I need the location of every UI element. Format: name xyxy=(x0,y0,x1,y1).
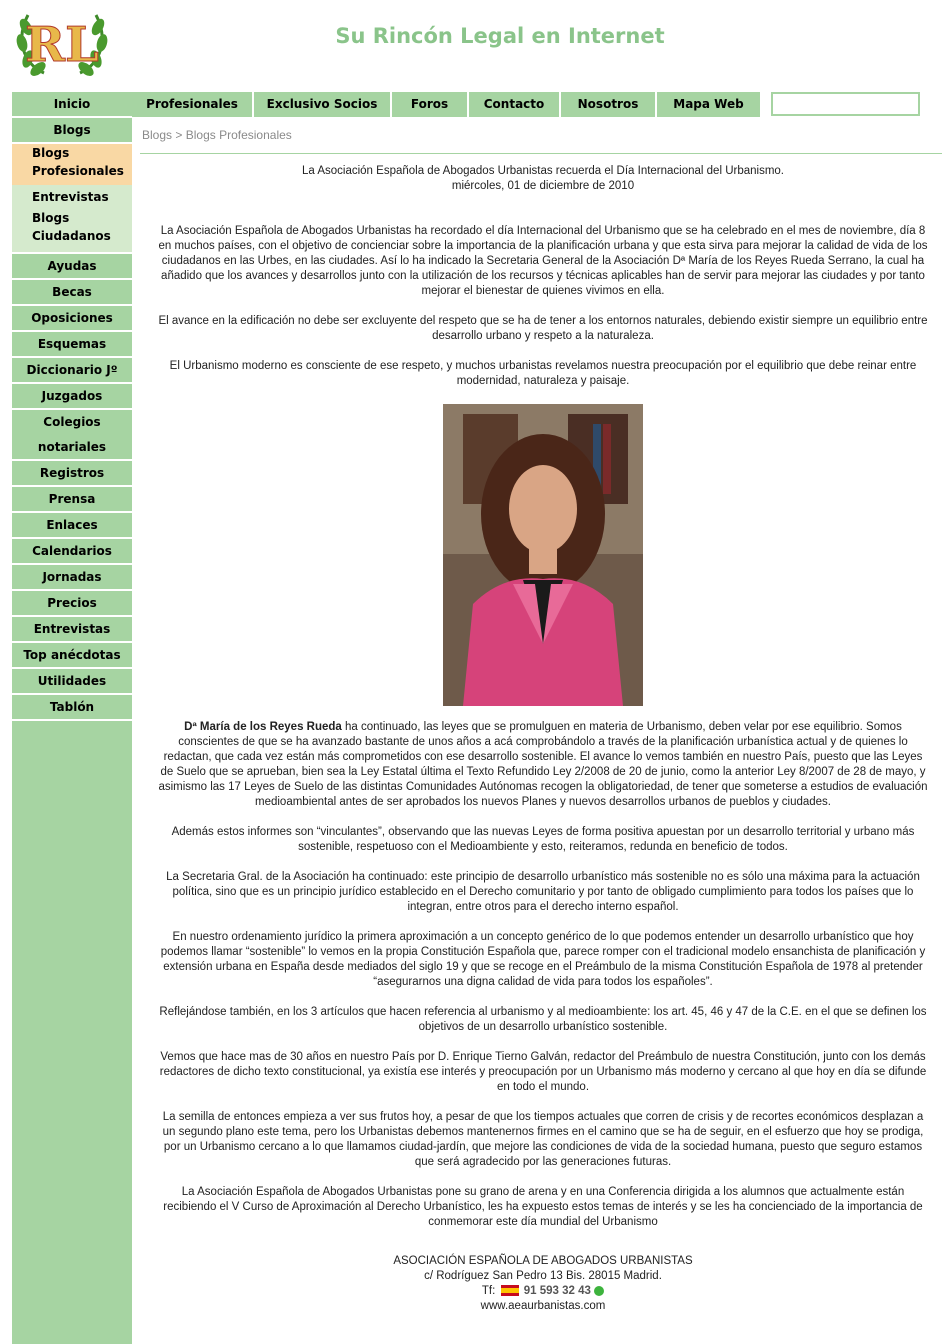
article-headline: La Asociación Española de Abogados Urbanistas recuerda el Día Internacional del Urbanismo. xyxy=(301,165,785,177)
whatsapp-icon xyxy=(594,1286,604,1296)
article-paragraph: En nuestro ordenamiento jurídico la primera aproximación a un concepto genérico de lo que podemos entender un desarrollo urbanístico que hoy podemos llamar “sostenible” lo vemos en la propia Constitución Española que, parece romper con el tradicional modelo ensanchista de planificación y extensión urbana en España desde mediados del siglo 19 y que se recoge en el Preámbulo de la misma Constitución Española de 1978 al pretender “asegurarnos una digna calidad de vida para todos los españoles”. xyxy=(160,931,926,988)
portrait-photo xyxy=(443,404,643,706)
sidebar-item-label: Blogs xyxy=(32,211,70,225)
top-navigation xyxy=(132,92,760,117)
sidebar-item-prensa[interactable]: Prensa xyxy=(12,487,132,513)
sidebar-item-entrevistas-sub[interactable]: Entrevistas xyxy=(12,185,132,209)
article-date: miércoles, 01 de diciembre de 2010 xyxy=(451,180,635,192)
spain-flag-icon xyxy=(501,1285,519,1296)
sidebar-item-blogs-profesionales[interactable] xyxy=(12,144,132,185)
breadcrumb-separator: > xyxy=(172,128,186,142)
sidebar xyxy=(12,92,132,1344)
sidebar-item-blogs-ciudadanos[interactable] xyxy=(12,209,132,254)
breadcrumb-divider xyxy=(140,153,942,154)
sidebar-item-label: Colegios xyxy=(43,414,101,429)
sidebar-item-label: Blogs xyxy=(32,146,70,160)
article-paragraph: La Secretaria Gral. de la Asociación ha continuado: este principio de desarrollo urbanístico más sostenible no es sólo una máxima para la actuación política, sino que es un principio jurídico establecido en el Derecho comunitario y por tanto de obligado cumplimiento para todos los países que lo integran, entre otros para el derecho interno español. xyxy=(166,871,920,913)
search-input[interactable] xyxy=(771,92,920,116)
sidebar-item-blogs[interactable]: Blogs xyxy=(12,118,132,144)
footer-phone-label: Tf: xyxy=(481,1285,496,1297)
footer-address: c/ Rodríguez San Pedro 13 Bis. 28015 Madrid. xyxy=(424,1270,662,1282)
footer-org: ASOCIACIÓN ESPAÑOLA DE ABOGADOS URBANISTAS xyxy=(393,1255,693,1267)
sidebar-item-precios[interactable]: Precios xyxy=(12,591,132,617)
article-paragraph: La Asociación Española de Abogados Urbanistas pone su grano de arena y en una Conferencia dirigida a los alumnos que actualmente están recibiendo el V Curso de Aproximación al Derecho Urbanístico, les ha expuesto estos temas de interés y se les ha concienciado de la importancia de conmemorar este día mundial del Urbanismo xyxy=(163,1186,923,1228)
sidebar-item-inicio[interactable]: Inicio xyxy=(12,92,132,118)
breadcrumb-current: Blogs Profesionales xyxy=(185,128,292,142)
sidebar-item-label: Profesionales xyxy=(32,164,124,178)
sidebar-item-entrevistas[interactable]: Entrevistas xyxy=(12,617,132,643)
sidebar-item-oposiciones[interactable]: Oposiciones xyxy=(12,306,132,332)
nav-foros[interactable]: Foros xyxy=(392,92,469,117)
sidebar-item-esquemas[interactable]: Esquemas xyxy=(12,332,132,358)
footer-website-link[interactable]: www.aeaurbanistas.com xyxy=(480,1300,606,1312)
article-paragraph xyxy=(158,720,928,810)
sidebar-item-colegios-notariales[interactable] xyxy=(12,410,132,461)
breadcrumb xyxy=(142,128,292,142)
sidebar-item-diccionario[interactable]: Diccionario Jº xyxy=(12,358,132,384)
sidebar-item-ayudas[interactable]: Ayudas xyxy=(12,254,132,280)
nav-nosotros[interactable]: Nosotros xyxy=(561,92,657,117)
article-paragraph-text: ha continuado, las leyes que se promulguen en materia de Urbanismo, deben velar por ese equilibrio. Somos conscientes de que se ha avanzado bastante de unos años a acá comprobándolo a través de la planificación urbanística actual y de quienes lo redactan, que cada vez están más comprometidos con ese desarrollo sostenible. El avance lo vemos también en nuestro País, puesto que las Leyes de Suelo que se aprueban, bien sea la Ley Estatal última el Texto Refundido Ley 2/2008 de 20 de junio, como la anterior Ley 8/2007 de 28 de mayo, y asimismo las 17 Leyes de Suelo de las distintas Comunidades Autónomas recogen la obligatoriedad, de tener que someterse a estudios de evaluación medioambiental antes de ser aprobados los nuevos Planes y nuevos desarrollos urbanos de pueblos y ciudades. xyxy=(158,721,928,808)
article-paragraph: Reflejándose también, en los 3 artículos que hacen referencia al urbanismo y al medioambiente: los art. 45, 46 y 47 de la C.E. en el que se definen los objetivos de un desarrollo urbanístico sostenible. xyxy=(159,1006,927,1033)
article-paragraph: Vemos que hace mas de 30 años en nuestro País por D. Enrique Tierno Galván, redactor del Preámbulo de nuestra Constitución, junto con los demás redactores de dicho texto constitucional, ya existía ese interés y preocupación por un Urbanismo más moderno y cercano al que hoy en día se difunde en todo el mundo. xyxy=(159,1051,927,1093)
nav-profesionales[interactable]: Profesionales xyxy=(132,92,254,117)
nav-contacto[interactable]: Contacto xyxy=(469,92,561,117)
sidebar-item-jornadas[interactable]: Jornadas xyxy=(12,565,132,591)
sidebar-item-enlaces[interactable]: Enlaces xyxy=(12,513,132,539)
sidebar-item-becas[interactable]: Becas xyxy=(12,280,132,306)
nav-exclusivo-socios[interactable]: Exclusivo Socios xyxy=(254,92,392,117)
phone-number[interactable]: 91 593 32 43 xyxy=(523,1285,591,1297)
article xyxy=(158,164,928,1314)
site-title: Su Rincón Legal en Internet xyxy=(335,24,665,48)
sidebar-item-utilidades[interactable]: Utilidades xyxy=(12,669,132,695)
article-paragraph: Además estos informes son “vinculantes”, observando que las nuevas Leyes de forma positiva apuestan por un desarrollo territorial y urbano más sostenible, respetuoso con el Medioambiente y esto, reiteramos, redunda en beneficio de todos. xyxy=(171,826,915,853)
sidebar-item-label: Ciudadanos xyxy=(32,229,111,243)
site-logo[interactable] xyxy=(14,3,110,81)
nav-mapa-web[interactable]: Mapa Web xyxy=(657,92,760,117)
sidebar-item-top-anecdotas[interactable]: Top anécdotas xyxy=(12,643,132,669)
footer xyxy=(158,1254,928,1314)
article-paragraph: La Asociación Española de Abogados Urbanistas ha recordado el día Internacional del Urbanismo que se ha celebrado en el mes de noviembre, día 8 en muchos países, con el objetivo de concienciar sobre la importancia de la planificación urbana y que esta sirva para mejorar la calidad de vida de los ciudadanos en las Urbes, en las ciudades. Así lo ha indicado la Secretaria General de la Asociación Dª María de los Reyes Rueda Serrano, la cual ha añadido que los avances y desarrollos junto con la utilización de los recursos y técnicas aplicables han de servir para mejorar las ciudades y por tanto mejorar el bienestar de quienes vivimos en ella. xyxy=(158,225,928,297)
article-paragraph: La semilla de entonces empieza a ver sus frutos hoy, a pesar de que los tiempos actuales que corren de crisis y de recortes económicos desplazan a un segundo plano este tema, pero los Urbanistas debemos mantenernos firmes en el camino que se ha de seguir, en el esfuerzo que hoy se prodiga, por un Urbanismo cercano a lo que llamamos ciudad-jardín, que mejore las condiciones de vida de la sociedad humana, puesto que seguro estamos que será agradecido por las generaciones futuras. xyxy=(162,1111,924,1168)
logo-monogram: RL xyxy=(25,17,99,73)
footer-phone-row xyxy=(158,1284,928,1299)
author-name: Dª María de los Reyes Rueda xyxy=(184,721,342,733)
breadcrumb-root[interactable]: Blogs xyxy=(142,128,173,142)
article-paragraph: El Urbanismo moderno es consciente de ese respeto, y muchos urbanistas revelamos nuestra preocupación por el equilibrio que debe reinar entre modernidad, naturaleza y paisaje. xyxy=(169,360,917,387)
sidebar-item-label: notariales xyxy=(37,439,107,454)
sidebar-item-registros[interactable]: Registros xyxy=(12,461,132,487)
sidebar-item-calendarios[interactable]: Calendarios xyxy=(12,539,132,565)
article-paragraph: El avance en la edificación no debe ser excluyente del respeto que se ha de tener a los entornos naturales, debiendo existir siempre un equilibrio entre desarrollo urbano y respeto a la naturaleza. xyxy=(158,315,928,342)
sidebar-item-tablon[interactable]: Tablón xyxy=(12,695,132,721)
sidebar-item-juzgados[interactable]: Juzgados xyxy=(12,384,132,410)
